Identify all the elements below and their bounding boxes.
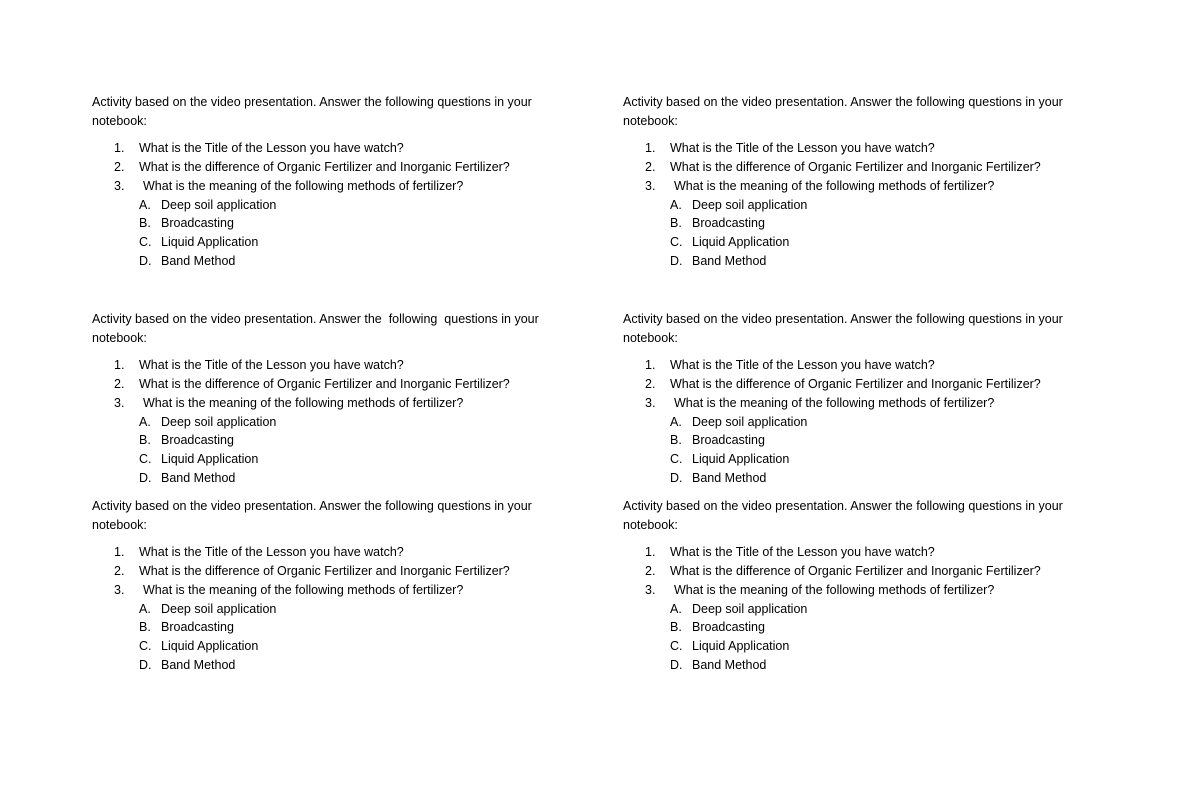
question-text: What is the difference of Organic Fertilizer and Inorganic Fertilizer? [670, 160, 1041, 175]
option-letter: D. [670, 470, 683, 485]
option-list [92, 196, 572, 271]
question-item [92, 581, 572, 600]
question-number: 3. [114, 582, 125, 597]
option-item [623, 214, 1103, 233]
activity-instructions: Activity based on the video presentation. Answer the following questions in your notebook: [623, 95, 1063, 128]
option-list [92, 413, 572, 488]
activity-instructions: Activity based on the video presentation. Answer the following questions in your notebook: [92, 312, 543, 345]
question-item [623, 356, 1103, 375]
option-text: Broadcasting [161, 620, 234, 635]
option-text: Liquid Application [692, 234, 790, 249]
question-text: What is the Title of the Lesson you have watch? [670, 545, 935, 560]
option-list [623, 196, 1103, 271]
question-text: What is the meaning of the following methods of fertilizer? [143, 395, 464, 410]
option-text: Deep soil application [161, 601, 277, 616]
question-list [623, 356, 1103, 412]
question-text: What is the meaning of the following methods of fertilizer? [143, 582, 464, 597]
question-number: 3. [645, 178, 656, 193]
option-text: Deep soil application [161, 414, 277, 429]
question-item [623, 543, 1103, 562]
question-number: 1. [645, 141, 656, 156]
question-item [92, 543, 572, 562]
option-letter: A. [670, 197, 682, 212]
question-text: What is the difference of Organic Fertilizer and Inorganic Fertilizer? [139, 564, 510, 579]
question-list [92, 543, 572, 599]
option-letter: A. [139, 601, 151, 616]
option-item [92, 637, 572, 656]
question-number: 2. [114, 160, 125, 175]
option-text: Broadcasting [692, 216, 765, 231]
option-item [92, 469, 572, 488]
question-item [623, 394, 1103, 413]
option-item [623, 600, 1103, 619]
option-text: Deep soil application [161, 197, 277, 212]
question-list [92, 139, 572, 195]
option-text: Deep soil application [692, 414, 808, 429]
option-item [623, 233, 1103, 252]
option-letter: B. [139, 620, 151, 635]
option-item [92, 450, 572, 469]
option-letter: C. [670, 234, 683, 249]
question-text: What is the meaning of the following methods of fertilizer? [674, 178, 995, 193]
option-text: Deep soil application [692, 197, 808, 212]
option-item [623, 618, 1103, 637]
option-text: Band Method [692, 253, 767, 268]
question-number: 2. [645, 377, 656, 392]
question-number: 1. [645, 358, 656, 373]
question-number: 1. [645, 545, 656, 560]
option-text: Band Method [161, 657, 236, 672]
option-list [92, 600, 572, 675]
question-number: 2. [645, 160, 656, 175]
question-number: 3. [114, 395, 125, 410]
option-letter: B. [670, 433, 682, 448]
option-item [623, 656, 1103, 675]
option-letter: C. [139, 451, 152, 466]
option-item [92, 600, 572, 619]
option-item [92, 196, 572, 215]
option-text: Broadcasting [692, 433, 765, 448]
option-letter: C. [139, 234, 152, 249]
worksheet-block [92, 497, 572, 674]
option-item [623, 196, 1103, 215]
option-letter: D. [670, 657, 683, 672]
option-text: Band Method [692, 470, 767, 485]
worksheet-block [92, 93, 572, 270]
question-item [623, 158, 1103, 177]
option-text: Deep soil application [692, 601, 808, 616]
option-text: Liquid Application [161, 234, 259, 249]
question-text: What is the difference of Organic Fertilizer and Inorganic Fertilizer? [670, 377, 1041, 392]
question-text: What is the Title of the Lesson you have watch? [670, 358, 935, 373]
option-item [623, 637, 1103, 656]
option-letter: C. [670, 638, 683, 653]
worksheet-block [623, 310, 1103, 487]
option-text: Liquid Application [161, 638, 259, 653]
question-item [92, 356, 572, 375]
option-item [92, 656, 572, 675]
question-item [623, 139, 1103, 158]
question-text: What is the meaning of the following methods of fertilizer? [674, 582, 995, 597]
question-number: 3. [114, 178, 125, 193]
activity-instructions: Activity based on the video presentation. Answer the following questions in your notebook: [92, 95, 532, 128]
option-letter: D. [670, 253, 683, 268]
question-number: 1. [114, 358, 125, 373]
option-text: Liquid Application [692, 638, 790, 653]
question-item [623, 581, 1103, 600]
option-text: Liquid Application [692, 451, 790, 466]
option-letter: A. [139, 414, 151, 429]
option-letter: A. [670, 414, 682, 429]
question-item [623, 177, 1103, 196]
activity-instructions: Activity based on the video presentation. Answer the following questions in your notebook: [623, 499, 1063, 532]
option-item [623, 252, 1103, 271]
option-letter: D. [139, 470, 152, 485]
option-text: Broadcasting [161, 433, 234, 448]
question-text: What is the difference of Organic Fertilizer and Inorganic Fertilizer? [670, 564, 1041, 579]
question-number: 1. [114, 141, 125, 156]
option-text: Band Method [161, 470, 236, 485]
question-text: What is the difference of Organic Fertilizer and Inorganic Fertilizer? [139, 160, 510, 175]
question-item [623, 562, 1103, 581]
option-item [92, 252, 572, 271]
option-letter: D. [139, 253, 152, 268]
question-text: What is the Title of the Lesson you have watch? [139, 545, 404, 560]
activity-instructions: Activity based on the video presentation. Answer the following questions in your notebook: [92, 499, 532, 532]
question-list [623, 139, 1103, 195]
option-item [92, 233, 572, 252]
question-text: What is the Title of the Lesson you have watch? [139, 141, 404, 156]
worksheet-block [92, 310, 572, 487]
question-number: 2. [645, 564, 656, 579]
question-item [92, 375, 572, 394]
option-list [623, 600, 1103, 675]
option-item [92, 431, 572, 450]
question-text: What is the meaning of the following methods of fertilizer? [143, 178, 464, 193]
option-item [92, 214, 572, 233]
option-letter: C. [670, 451, 683, 466]
question-item [92, 394, 572, 413]
question-item [92, 158, 572, 177]
question-item [623, 375, 1103, 394]
option-text: Broadcasting [692, 620, 765, 635]
option-letter: B. [139, 216, 151, 231]
question-list [92, 356, 572, 412]
question-number: 3. [645, 582, 656, 597]
question-list [623, 543, 1103, 599]
option-text: Liquid Application [161, 451, 259, 466]
option-letter: A. [139, 197, 151, 212]
question-number: 2. [114, 377, 125, 392]
option-item [623, 469, 1103, 488]
option-item [623, 450, 1103, 469]
activity-instructions: Activity based on the video presentation. Answer the following questions in your notebook: [623, 312, 1063, 345]
option-list [623, 413, 1103, 488]
question-number: 1. [114, 545, 125, 560]
option-text: Band Method [161, 253, 236, 268]
option-text: Band Method [692, 657, 767, 672]
option-item [92, 413, 572, 432]
option-letter: D. [139, 657, 152, 672]
question-item [92, 562, 572, 581]
option-text: Broadcasting [161, 216, 234, 231]
question-item [92, 139, 572, 158]
option-item [623, 413, 1103, 432]
question-text: What is the meaning of the following methods of fertilizer? [674, 395, 995, 410]
option-letter: B. [670, 216, 682, 231]
question-text: What is the Title of the Lesson you have watch? [139, 358, 404, 373]
question-text: What is the difference of Organic Fertilizer and Inorganic Fertilizer? [139, 377, 510, 392]
option-letter: B. [670, 620, 682, 635]
option-letter: C. [139, 638, 152, 653]
question-number: 3. [645, 395, 656, 410]
option-item [623, 431, 1103, 450]
worksheet-block [623, 497, 1103, 674]
question-item [92, 177, 572, 196]
question-number: 2. [114, 564, 125, 579]
option-letter: B. [139, 433, 151, 448]
option-letter: A. [670, 601, 682, 616]
question-text: What is the Title of the Lesson you have watch? [670, 141, 935, 156]
option-item [92, 618, 572, 637]
worksheet-block [623, 93, 1103, 270]
